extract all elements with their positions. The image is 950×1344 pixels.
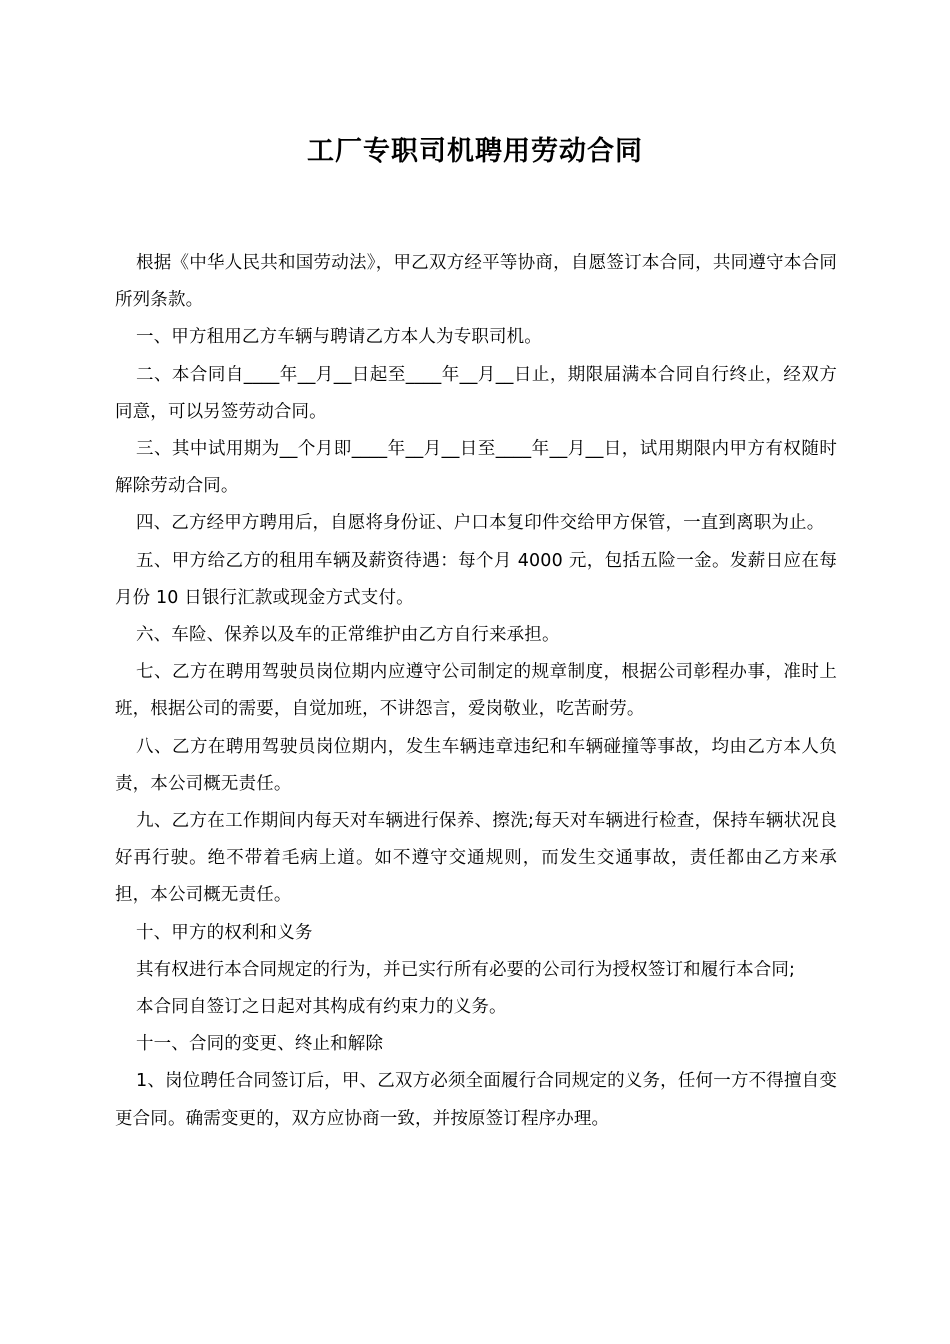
clause-10-text-1: 其有权进行本合同规定的行为，并已实行所有必要的公司行为授权签订和履行本合同; — [136, 959, 796, 980]
clause-10-heading: 十、甲方的权利和义务 — [136, 922, 313, 943]
clause-2: 二、本合同自____年__月__日起至____年__月__日止，期限届满本合同自行终止，经双方同意，可以另签劳动合同。 — [115, 364, 837, 422]
clause-6: 六、车险、保养以及车的正常维护由乙方自行来承担。 — [136, 625, 560, 646]
clause-5: 五、甲方给乙方的租用车辆及薪资待遇：每个月 4000 元，包括五险一金。发薪日应在每月份 10 日银行汇款或现金方式支付。 — [115, 550, 837, 608]
clause-1: 一、甲方租用乙方车辆与聘请乙方本人为专职司机。 — [136, 327, 542, 348]
contract-body — [115, 245, 837, 1138]
clause-8: 八、乙方在聘用驾驶员岗位期内，发生车辆违章违纪和车辆碰撞等事故，均由乙方本人负责，本公司概无责任。 — [115, 736, 837, 794]
clause-4: 四、乙方经甲方聘用后，自愿将身份证、户口本复印件交给甲方保管，一直到离职为止。 — [136, 513, 825, 534]
clause-9: 九、乙方在工作期间内每天对车辆进行保养、擦洗;每天对车辆进行检查，保持车辆状况良好再行驶。绝不带着毛病上道。如不遵守交通规则，而发生交通事故，责任都由乙方来承担，本公司概无责任。 — [115, 811, 837, 906]
clause-3: 三、其中试用期为__个月即____年__月__日至____年__月__日，试用期限内甲方有权随时解除劳动合同。 — [115, 439, 837, 497]
clause-11-heading: 十一、合同的变更、终止和解除 — [136, 1034, 384, 1055]
intro-paragraph: 根据《中华人民共和国劳动法》，甲乙双方经平等协商，自愿签订本合同，共同遵守本合同所列条款。 — [115, 253, 837, 311]
document-title: 工厂专职司机聘用劳动合同 — [307, 136, 643, 167]
clause-10-text-2: 本合同自签订之日起对其构成有约束力的义务。 — [136, 997, 507, 1018]
clause-7: 七、乙方在聘用驾驶员岗位期内应遵守公司制定的规章制度，根据公司彰程办事，准时上班，根据公司的需要，自觉加班，不讲怨言，爱岗敬业，吃苦耐劳。 — [115, 662, 837, 720]
clause-11-item-1: 1、岗位聘任合同签订后，甲、乙双方必须全面履行合同规定的义务，任何一方不得擅自变更合同。确需变更的，双方应协商一致，并按原签订程序办理。 — [115, 1071, 837, 1129]
